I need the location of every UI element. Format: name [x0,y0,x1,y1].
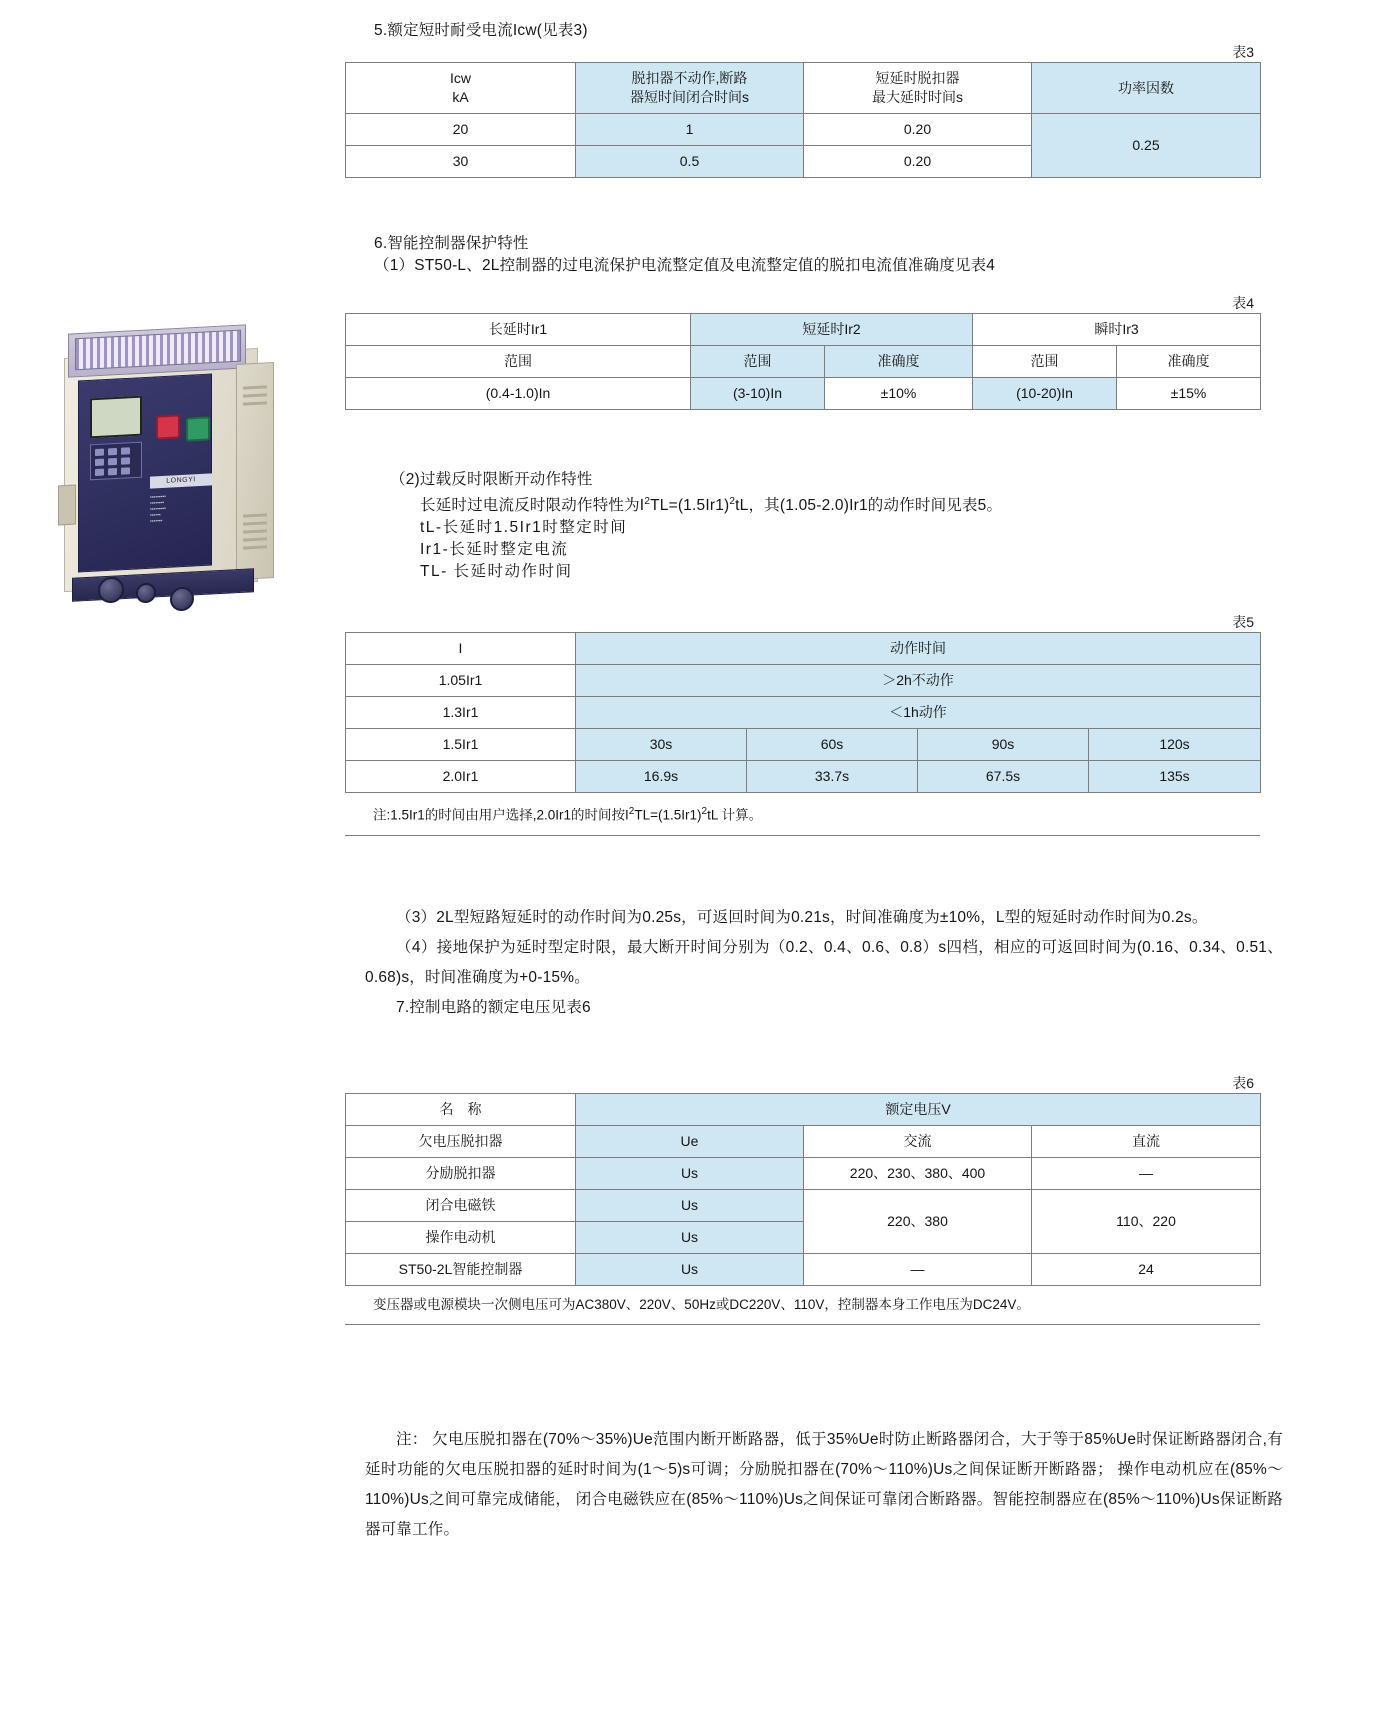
table-row [346,1094,1261,1126]
section-7-heading: 7.控制电路的额定电压见表6 [396,999,591,1016]
table-row [346,63,1261,114]
table-row [346,1158,1261,1190]
cell-controller-symbol: Us [576,1254,804,1286]
cell-20ir1-t4: 135s [1089,761,1261,793]
lock-knob [170,586,194,611]
th-rated-voltage: 额定电压V [576,1094,1261,1126]
cell-controller-dc: 24 [1032,1254,1261,1286]
cell-motor-symbol: Us [576,1222,804,1254]
table5-note-b: TL=(1.5Ir1) [634,807,702,823]
th-range-3: 范围 [973,346,1117,378]
table5-note-a: 注:1.5Ir1的时间由用户选择,2.0Ir1的时间按I [373,807,629,823]
table-row [346,697,1261,729]
document-footnote: 注： 欠电压脱扣器在(70%～35%)Ue范围内断开断路器，低于35%Ue时防止断路器闭合，大于等于85%Ue时保证断路器闭合,有延时功能的欠电压脱扣器的延时时间为(1～5)s可调；分励脱扣器在(70%～110%)Us之间保证断开断路器； 操作电动机应在(85%～110%)Us之间可靠完成储能， 闭合电磁铁应在(85%～110%)Us之间保证可靠闭合断路器。智能控制器应在(85%～110%)Us保证断路器可靠工作。 [365,1431,1283,1538]
table-row [346,729,1261,761]
formula-sup-2: 2 [729,496,736,507]
terminal-comb [75,330,241,371]
cell-controller-ac: — [804,1254,1032,1286]
cell-105ir1-time: ＞2h不动作 [576,665,1261,697]
cell-controller: ST50-2L智能控制器 [346,1254,576,1286]
cell-icw-20: 20 [346,114,576,146]
table-row [346,378,1261,410]
th-long-delay-ir1: 长延时Ir1 [346,314,691,346]
cell-shunt-release: 分励脱扣器 [346,1158,576,1190]
formula-sup-1: 2 [644,496,651,507]
formula-part-b: TL=(1.5Ir1) [650,497,730,515]
cell-20ir1-t3: 67.5s [918,761,1089,793]
th-icw-line1: Icw [450,70,471,86]
table-row [346,665,1261,697]
table-row [346,633,1261,665]
section-6-2-line3: Ir1-长延时整定电流 [420,541,569,559]
cell-ir3-range: (10-20)In [973,378,1117,410]
table-row [346,114,1261,146]
section-6-1: （1）ST50-L、2L控制器的过电流保护电流整定值及电流整定值的脱扣电流值准确度见表4 [374,257,996,274]
cell-ue-symbol: Ue [576,1126,804,1158]
product-photo [38,315,288,620]
cell-15ir1-t4: 120s [1089,729,1261,761]
section-6-4: （4）接地保护为延时型定时限，最大断开时间分别为（0.2、0.4、0.6、0.8）s四档，相应的可返回时间为(0.16、0.34、0.51、0.68)s，时间准确度为+0-15%。 [365,939,1283,986]
th-dc: 直流 [1032,1126,1261,1158]
th-shortdelay-line1: 短延时脱扣器 [875,70,960,86]
table-4 [345,313,1261,410]
spec-label: ▪▪▪▪▪▪▪▪▪ ▪▪▪▪▪▪▪▪ ▪▪▪▪▪▪▪▪▪ ▪▪▪▪▪▪ ▪▪▪▪▪▪▪ [150,493,166,525]
cell-13ir1-time: ＜1h动作 [576,697,1261,729]
th-short-delay-max [804,63,1032,114]
table5-note-c: tL 计算。 [707,807,763,823]
cell-105ir1: 1.05Ir1 [346,665,576,697]
table5-note [345,793,1260,836]
cell-shunt-dc: — [1032,1158,1261,1190]
section-6-2-title: （2)过载反时限断开动作特性 [390,471,593,488]
open-button [156,414,180,439]
cell-20ir1-t2: 33.7s [747,761,918,793]
table-3 [345,62,1261,178]
cell-closing-ac: 220、380 [804,1190,1032,1254]
table-row [346,1190,1261,1222]
table-row [346,761,1261,793]
circuit-breaker-illustration [38,315,288,620]
breaker-terminal-block [68,324,246,377]
table-row [346,1126,1261,1158]
th-current: I [346,633,576,665]
cell-icw-30: 30 [346,146,576,178]
table-row [346,346,1261,378]
cell-undervoltage-release: 欠电压脱扣器 [346,1126,576,1158]
cell-15ir1: 1.5Ir1 [346,729,576,761]
section-6-heading: 6.智能控制器保护特性 [374,235,529,252]
table5-note-sup1: 2 [628,806,635,817]
cell-shunt-symbol: Us [576,1158,804,1190]
reset-knob [136,582,156,603]
controller-keypad [90,442,142,481]
cell-ir3-accuracy: ±15% [1117,378,1261,410]
th-power-factor: 功率因数 [1032,63,1261,114]
cell-closing-solenoid: 闭合电磁铁 [346,1190,576,1222]
th-accuracy-3: 准确度 [1117,346,1261,378]
table6-caption: 表6 [1232,1075,1254,1091]
th-action-time: 动作时间 [576,633,1261,665]
th-nontrip-line1: 脱扣器不动作,断路 [631,70,748,86]
cell-nontrip-20: 1 [576,114,804,146]
cell-15ir1-t3: 90s [918,729,1089,761]
th-range-2: 范围 [691,346,825,378]
cell-power-factor: 0.25 [1032,114,1261,178]
cell-shunt-ac: 220、230、380、400 [804,1158,1032,1190]
th-instant-ir3: 瞬时Ir3 [973,314,1261,346]
th-accuracy-2: 准确度 [825,346,973,378]
th-short-delay-ir2: 短延时Ir2 [691,314,973,346]
table4-caption: 表4 [1232,295,1254,311]
side-port [58,485,76,526]
th-nontrip-time [576,63,804,114]
th-icw-line2: kA [452,89,469,105]
table3-caption: 表3 [1232,44,1254,60]
charging-knob [98,576,124,603]
cell-20ir1-t1: 16.9s [576,761,747,793]
formula-part-c: tL，其(1.05-2.0)Ir1的动作时间见表5。 [735,497,1003,515]
cell-maxdelay-30: 0.20 [804,146,1032,178]
table6-footer-note: 变压器或电源模块一次侧电压可为AC380V、220V、50Hz或DC220V、110V，控制器本身工作电压为DC24V。 [345,1286,1260,1325]
table5-note-sup2: 2 [701,806,708,817]
cell-closing-symbol: Us [576,1190,804,1222]
section-6-2-line2: tL-长延时1.5Ir1时整定时间 [420,519,628,537]
brand-label: LONGYI [150,473,212,488]
table-6 [345,1093,1261,1286]
th-icw [346,63,576,114]
close-button [186,416,210,441]
th-ac: 交流 [804,1126,1032,1158]
th-nontrip-line2: 器短时间闭合时间s [630,89,749,105]
breaker-side-panel [236,362,274,580]
cell-20ir1: 2.0Ir1 [346,761,576,793]
cell-maxdelay-20: 0.20 [804,114,1032,146]
cell-ir2-range: (3-10)In [691,378,825,410]
th-range-1: 范围 [346,346,691,378]
section-6-2-formula [390,491,1002,517]
table5-caption: 表5 [1232,614,1254,630]
section-5-heading: 5.额定短时耐受电流Icw(见表3) [374,22,588,39]
cell-closing-dc: 110、220 [1032,1190,1261,1254]
cell-13ir1: 1.3Ir1 [346,697,576,729]
table-row [346,1254,1261,1286]
cell-nontrip-30: 0.5 [576,146,804,178]
cell-15ir1-t2: 60s [747,729,918,761]
table-5 [345,632,1261,793]
th-name: 名 称 [346,1094,576,1126]
cell-ir1-range: (0.4-1.0)In [346,378,691,410]
section-6-2-line4: TL- 长延时动作时间 [420,563,573,581]
cell-ir2-accuracy: ±10% [825,378,973,410]
cell-15ir1-t1: 30s [576,729,747,761]
cell-motor: 操作电动机 [346,1222,576,1254]
formula-part-a: 长延时过电流反时限动作特性为I [420,497,645,515]
controller-display [90,396,142,439]
table-row [346,314,1261,346]
section-6-3: （3）2L型短路短延时的动作时间为0.25s，可返回时间为0.21s，时间准确度为±10%，L型的短延时动作时间为0.2s。 [396,909,1208,926]
th-shortdelay-line2: 最大延时时间s [872,89,963,105]
